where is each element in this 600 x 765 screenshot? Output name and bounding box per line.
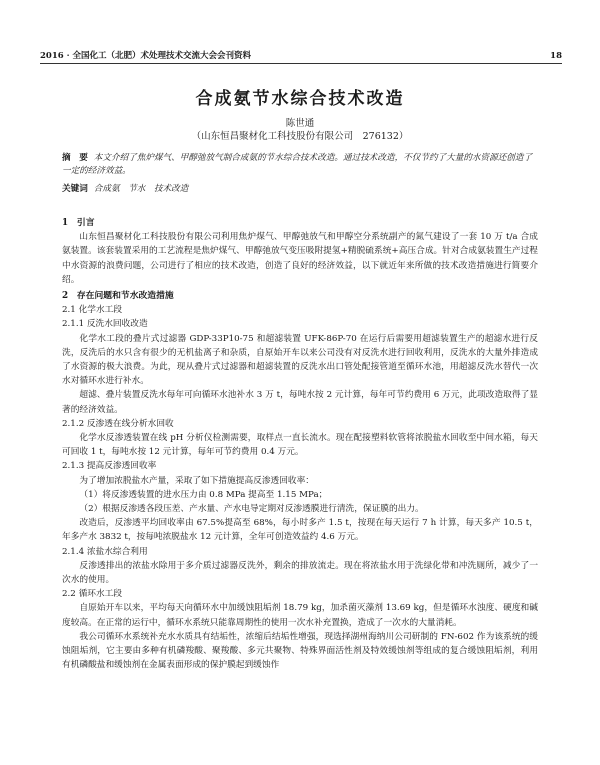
section-heading: 1 引言: [62, 218, 95, 228]
list-item: （1）将反渗透装置的进水压力由 0.8 MPa 提高至 1.15 MPa；: [79, 489, 328, 500]
keywords-text: 合成氨 节水 技术改造: [93, 184, 189, 194]
paragraph: 我公司循环水系统补充水水质具有结垢性，浓缩后结垢性增强，现选择湖州海纳川公司研制的 FN-602 作为该系统的缓蚀阻垢剂，它主要由多种有机磷羧酸、聚羧酸、多元共聚物、特殊界面活性剂及特效缓蚀剂等组成的复合缓蚀阻垢剂，利用有机磷酸盐和缓蚀剂在金属表面形成的保护膜起到缓蚀作: [62, 631, 538, 671]
abstract: [62, 152, 538, 178]
running-header: [40, 47, 562, 64]
subsubsection-heading: 2.1.3 提高反渗透回收率: [62, 461, 157, 472]
paragraph: 为了增加浓脱盐水产量，采取了如下措施提高反渗透回收率：: [79, 475, 314, 486]
paper-body: [62, 214, 538, 673]
paragraph: 超滤、叠片装置反洗水每年可向循环水池补水 3 万 t，每吨水按 2 元计算，每年可节约费用 6 万元，此项改造取得了显著的经济效益。: [62, 390, 538, 415]
subsection-heading: 2.1 化学水工段: [62, 305, 123, 316]
author: 陈世通: [285, 118, 315, 129]
page-number: 18: [550, 51, 562, 61]
section-heading: 2 存在问题和节水改造措施: [62, 291, 174, 302]
paragraph: 化学水工段的叠片式过滤器 GDP-33P10-75 和超滤装置 UFK-86P-70 在运行后需要用超滤装置生产的超滤水进行反洗，反洗后的水只含有很少的无机盐离子和杂质，自原始开车以来公司没有对反洗水进行回收利用，反洗水的大量外排造成了水资源的极大浪费。为此，现从叠片式过滤器和超滤装置的反洗水出口管处配接管道至循环水池，用超滤反洗水替代一次水对循环水进行补水。: [62, 333, 538, 387]
header-conference: 2016 · 全国化工（北肥）术处理技术交流大会会刊资料: [40, 51, 252, 61]
subsubsection-heading: 2.1.4 浓盐水综合利用: [62, 546, 148, 557]
subsubsection-heading: 2.1.1 反洗水回收改造: [62, 319, 148, 330]
list-item: （2）根据反渗透各段压差、产水量、产水电导定期对反渗透膜进行清洗，保证膜的出力。: [79, 504, 424, 515]
subsubsection-heading: 2.1.2 反渗透在线分析水回收: [62, 418, 174, 429]
affiliation: （山东恒昌聚材化工科技股份有限公司 276132）: [191, 131, 409, 142]
paragraph: 化学水反渗透装置在线 pH 分析仪检测需要，取样点一直长流水。现在配接塑料软管将浓脱盐水回收至中间水箱，每天可回收 1 t，每吨水按 12 元计算，每年可节约费用 0.4 万元。: [62, 433, 538, 458]
abstract-label: 摘 要: [62, 153, 88, 163]
abstract-text: 本文介绍了焦炉煤气、甲醇弛放气制合成氨的节水综合技术改造。通过技术改造，不仅节约了大量的水资源还创造了一定的经济效益。: [62, 153, 533, 176]
keywords-label: 关键词: [62, 184, 88, 194]
subsection-heading: 2.2 循环水工段: [62, 589, 123, 600]
paragraph: 山东恒昌聚材化工科技股份有限公司利用焦炉煤气、甲醇弛放气和甲醇空分系统副产的氮气建设了一套 10 万 t/a 合成氨装置。该套装置采用的工艺流程是焦炉煤气、甲醇弛放气变压吸附提氢+精脱硫系统+高压合成。针对合成氨装置生产过程中水资源的浪费问题，公司进行了相应的技术改造，创造了良好的经济效益，以下就近年来所做的技术改造措施进行简要介绍。: [62, 232, 538, 285]
paragraph: 自原始开车以来，平均每天向循环水中加缓蚀阻垢剂 18.79 kg，加杀菌灭藻剂 13.69 kg，但是循环水浊度、硬度和碱度较高。在正常的运行中，循环水系统只能靠周期性的使用一次水补充置换，造成了一次水的大量消耗。: [62, 603, 538, 628]
keywords: [62, 182, 538, 194]
paragraph: 反渗透排出的浓盐水除用于多介质过滤器反洗外，剩余的排放流走。现在将浓盐水用于洗绿化带和冲洗厕所，减少了一次水的使用。: [62, 560, 538, 586]
paper-title: 合成氨节水综合技术改造: [195, 89, 405, 109]
paragraph: 改造后，反渗透平均回收率由 67.5%提高至 68%，每小时多产 1.5 t，按现在每天运行 7 h 计算，每天多产 10.5 t，年多产水 3832 t，按每吨浓脱盐水 12 元计算，全年可创造效益约 4.6 万元。: [62, 518, 538, 543]
